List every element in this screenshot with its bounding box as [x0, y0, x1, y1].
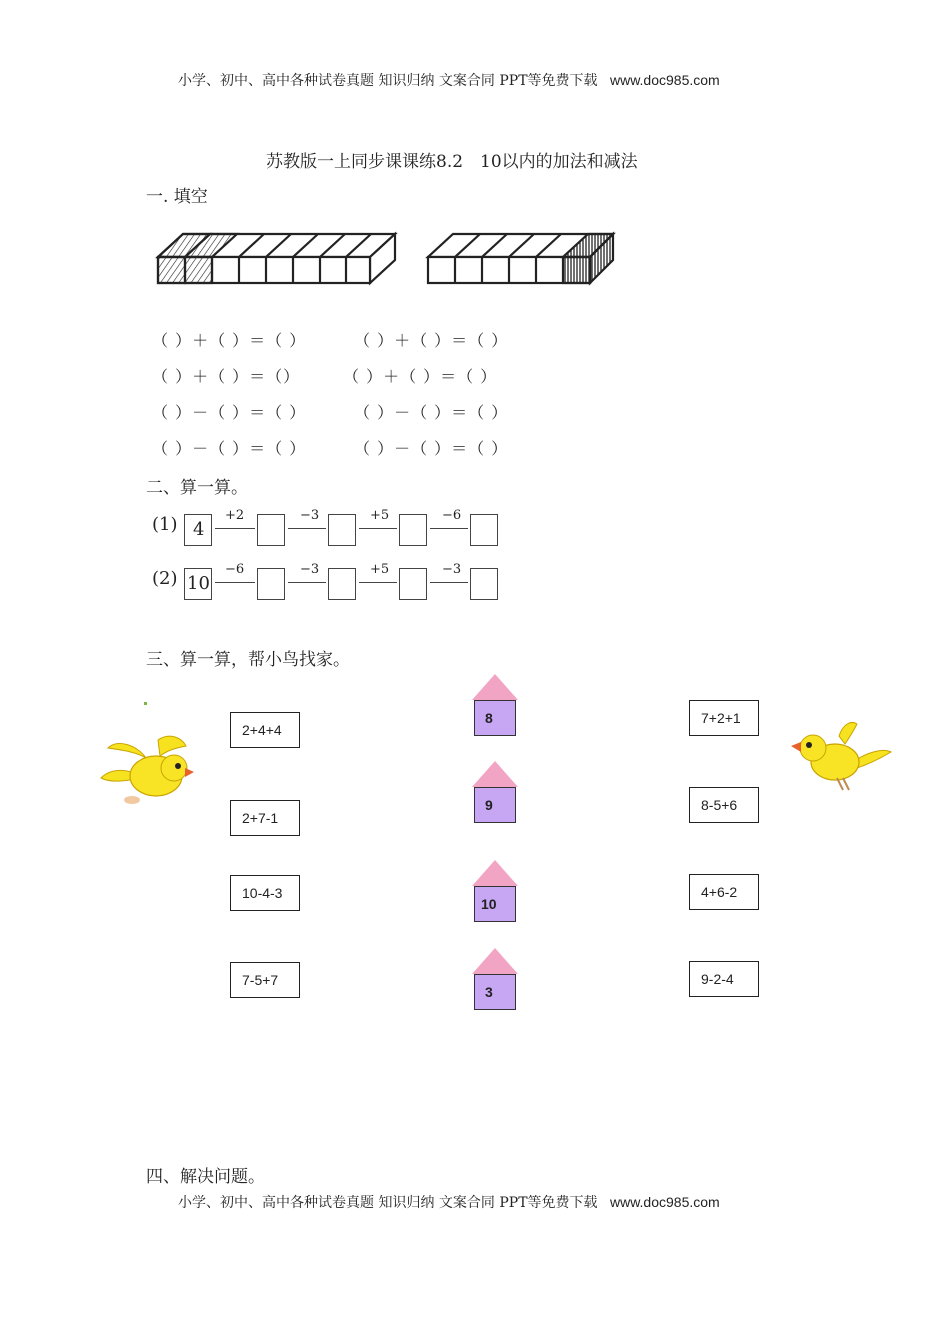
cube-bars-illustration — [150, 210, 620, 290]
expression-card[interactable]: 9-2-4 — [689, 961, 759, 997]
arrow — [215, 528, 255, 529]
arrow — [288, 528, 326, 529]
arrow — [430, 582, 468, 583]
expression-card[interactable]: 2+7-1 — [230, 800, 300, 836]
operation-label: −3 — [442, 562, 462, 577]
house-number: 8 — [474, 700, 516, 736]
operation-label: +5 — [370, 508, 390, 523]
house-roof — [472, 860, 518, 886]
arrow — [215, 582, 255, 583]
expression-card[interactable]: 7+2+1 — [689, 700, 759, 736]
expression-card[interactable]: 10-4-3 — [230, 875, 300, 911]
header-text: 小学、初中、高中各种试卷真题 知识归纳 文案合同 PPT等免费下载 — [178, 73, 598, 89]
start-number: 4 — [193, 519, 205, 540]
footer-banner — [178, 1192, 720, 1212]
equation[interactable]: （ ）＋（ ）＝（ ） — [152, 331, 307, 350]
start-box — [184, 514, 212, 546]
equation[interactable]: （ ）－（ ）＝（ ） — [354, 439, 509, 458]
section-2-heading: 二、算一算。 — [146, 478, 248, 498]
chain-label: (2) — [152, 568, 178, 589]
house-roof — [472, 761, 518, 787]
left-cube-bar — [158, 234, 395, 283]
header-url[interactable]: www.doc985.com — [609, 72, 720, 88]
green-dot — [144, 702, 147, 705]
expression-card[interactable]: 2+4+4 — [230, 712, 300, 748]
header-banner — [178, 70, 720, 90]
worksheet-title: 苏教版一上同步课课练8.2 10以内的加法和减法 — [266, 152, 638, 172]
footer-text: 小学、初中、高中各种试卷真题 知识归纳 文案合同 PPT等免费下载 — [178, 1195, 598, 1211]
arrow — [288, 582, 326, 583]
left-bird-illustration — [98, 728, 198, 812]
equation[interactable]: （ ）－（ ）＝（ ） — [152, 403, 307, 422]
house[interactable] — [472, 674, 518, 736]
answer-box[interactable] — [470, 568, 498, 600]
section-1-heading: 一. 填空 — [146, 187, 208, 207]
answer-box[interactable] — [328, 568, 356, 600]
operation-label: −3 — [300, 562, 320, 577]
equation[interactable]: （ ）－（ ）＝（ ） — [354, 403, 509, 422]
chain-label: (1) — [152, 514, 178, 535]
house[interactable] — [472, 761, 518, 823]
expression-card[interactable]: 4+6-2 — [689, 874, 759, 910]
section-3-heading: 三、算一算，帮小鸟找家。 — [146, 650, 350, 670]
operation-label: +2 — [225, 508, 245, 523]
equation[interactable]: （ ）＋（ ）＝（） — [152, 367, 301, 386]
house-roof — [472, 948, 518, 974]
expression-card[interactable]: 8-5+6 — [689, 787, 759, 823]
operation-label: −3 — [300, 508, 320, 523]
answer-box[interactable] — [257, 514, 285, 546]
calc-chain-1 — [150, 508, 510, 548]
start-number: 10 — [187, 573, 210, 594]
start-box — [184, 568, 212, 600]
house-roof — [472, 674, 518, 700]
house-number: 9 — [474, 787, 516, 823]
house[interactable] — [472, 948, 518, 1010]
arrow — [430, 528, 468, 529]
expression-card[interactable]: 7-5+7 — [230, 962, 300, 998]
arrow — [359, 528, 397, 529]
operation-label: −6 — [442, 508, 462, 523]
section-4-heading: 四、解决问题。 — [146, 1167, 265, 1187]
equation[interactable]: （ ）＋（ ）＝（ ） — [343, 367, 498, 386]
right-cube-bar — [428, 234, 613, 283]
house[interactable] — [472, 860, 518, 922]
equation[interactable]: （ ）－（ ）＝（ ） — [152, 439, 307, 458]
answer-box[interactable] — [257, 568, 285, 600]
house-number: 10 — [474, 886, 516, 922]
answer-box[interactable] — [399, 568, 427, 600]
answer-box[interactable] — [399, 514, 427, 546]
right-bird-illustration — [787, 718, 895, 798]
answer-box[interactable] — [470, 514, 498, 546]
calc-chain-2 — [150, 562, 510, 602]
operation-label: +5 — [370, 562, 390, 577]
operation-label: −6 — [225, 562, 245, 577]
answer-box[interactable] — [328, 514, 356, 546]
arrow — [359, 582, 397, 583]
equation[interactable]: （ ）＋（ ）＝（ ） — [354, 331, 509, 350]
footer-url[interactable]: www.doc985.com — [609, 1194, 720, 1210]
house-number: 3 — [474, 974, 516, 1010]
